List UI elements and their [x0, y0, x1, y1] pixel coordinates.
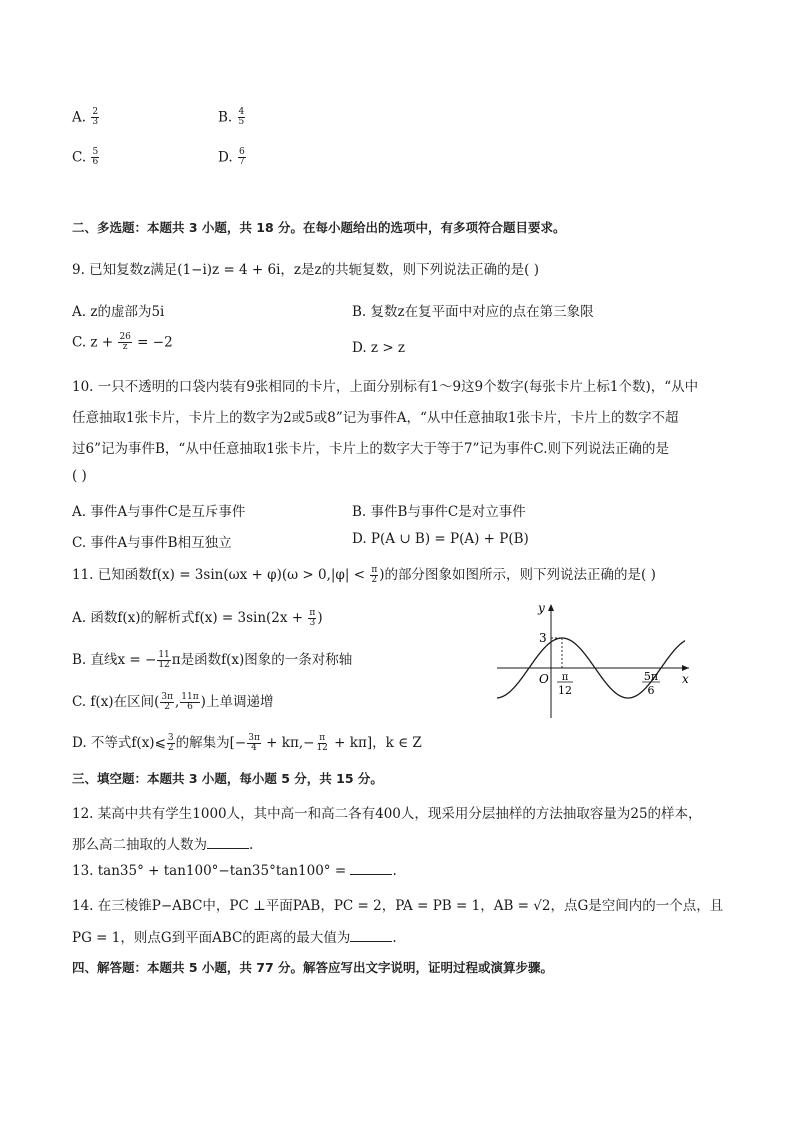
fraction — [238, 148, 246, 168]
numerator: 2 — [92, 107, 99, 117]
question-text: . — [249, 837, 254, 853]
numerator: 3π — [248, 732, 260, 743]
numerator: 11 — [158, 649, 170, 660]
x-axis-label: x — [682, 672, 689, 686]
question-9-option-d: D. z > z — [352, 340, 406, 356]
question-10-line-1: 10. 一只不透明的口袋内装有9张相同的卡片，上面分别标有1～9这9个数字(每张卡片上标1个数)，“从中 — [72, 379, 699, 395]
option-text: , — [175, 694, 180, 710]
x-tick-1-denominator: 12 — [558, 684, 572, 697]
origin-label: O — [539, 672, 549, 686]
numerator: 3π — [161, 691, 173, 702]
fraction — [157, 651, 170, 671]
question-14-line-1: 14. 在三棱锥P−ABC中，PC ⊥平面PAB，PC = 2，PA = PB = 1，AB = √2，点G是空间内的一个点，且 — [72, 898, 724, 914]
question-text: 那么高二抽取的人数为 — [72, 837, 207, 853]
question-12-line-1: 12. 某高中共有学生1000人，其中高一和高二各有400人，现采用分层抽样的方法抽取容量为25的样本， — [72, 806, 702, 822]
question-11-option-c — [72, 690, 273, 712]
numerator: 5 — [92, 147, 99, 157]
fraction — [118, 333, 131, 353]
denominator: 2 — [167, 743, 174, 753]
option-label: D. — [218, 149, 233, 166]
numerator: 3 — [167, 732, 174, 743]
question-10-option-d: D. P(A ∪ B) = P(A) + P(B) — [352, 531, 529, 547]
numerator: π — [309, 607, 316, 618]
stem-text: )的部分图象如图所示，则下列说法正确的是( ) — [379, 567, 656, 583]
question-11-option-b — [72, 648, 352, 670]
question-9-option-b: B. 复数z在复平面中对应的点在第三象限 — [352, 304, 594, 320]
option-text: ) — [317, 610, 323, 626]
fraction — [308, 609, 316, 629]
sine-graph-figure — [493, 598, 699, 720]
fraction — [247, 734, 261, 754]
denominator: 2 — [371, 575, 378, 585]
question-10-option-a: A. 事件A与事件C是互斥事件 — [72, 504, 246, 520]
fraction — [180, 693, 199, 713]
denominator: 2 — [164, 702, 171, 712]
x-tick-2-denominator: 6 — [647, 684, 655, 697]
section-title-fill-in: 三、填空题：本题共 3 小题，每小题 5 分，共 15 分。 — [72, 771, 383, 786]
question-11-stem — [72, 563, 656, 585]
denominator: z — [122, 342, 128, 353]
denominator: 6 — [187, 702, 193, 712]
option-label: A. — [72, 109, 87, 126]
option-text: B. 直线x = − — [72, 652, 157, 668]
question-14-line-2 — [72, 926, 397, 946]
option-label: B. — [218, 109, 233, 126]
question-10-option-b: B. 事件B与事件C是对立事件 — [352, 504, 526, 520]
question-text: PG = 1，则点G到平面ABC的距离的最大值为 — [72, 930, 351, 946]
question-10-option-c: C. 事件A与事件B相互独立 — [72, 535, 232, 551]
answer-blank[interactable] — [350, 863, 392, 875]
y-axis-label: y — [538, 601, 545, 615]
question-text: . — [392, 930, 397, 946]
question-9-option-c — [72, 333, 173, 353]
answer-blank[interactable] — [350, 930, 392, 942]
option-c-prev — [72, 148, 100, 168]
fraction — [91, 108, 99, 128]
question-13 — [72, 863, 397, 879]
option-label: C. — [72, 149, 87, 166]
question-11-option-a — [72, 606, 323, 628]
x-axis-arrow-icon — [682, 665, 689, 671]
option-d-prev — [218, 148, 247, 168]
option-text: = −2 — [132, 334, 173, 351]
y-tick-label: 3 — [539, 631, 547, 645]
question-10-line-3: 过6”记为事件B，“从中任意抽取1张卡片，卡片上的数字大于等于7”记为事件C.则下列说法正确的是 — [72, 441, 670, 457]
question-10-line-4: ( ) — [72, 468, 87, 484]
fraction — [370, 566, 378, 586]
x-tick-1-numerator: π — [561, 672, 569, 683]
denominator: 7 — [238, 157, 245, 168]
numerator: π — [319, 732, 326, 743]
question-12-line-2 — [72, 833, 253, 853]
question-11-option-d — [72, 731, 422, 753]
option-text: D. 不等式f(x)⩽ — [72, 735, 166, 751]
option-text: π是函数f(x)图象的一条对称轴 — [171, 652, 353, 668]
fraction — [315, 734, 328, 754]
numerator: 26 — [119, 332, 131, 342]
denominator: 3 — [309, 618, 316, 628]
option-text: A. 函数f(x)的解析式f(x) = 3sin(2x + — [72, 610, 308, 626]
numerator: 11π — [181, 691, 199, 702]
denominator: 6 — [92, 157, 99, 168]
section-title-solutions: 四、解答题：本题共 5 小题，共 77 分。解答应写出文字说明，证明过程或演算步骤。 — [72, 960, 554, 975]
option-text: C. f(x)在区间( — [72, 694, 160, 710]
denominator: 3 — [92, 117, 99, 128]
fraction — [238, 108, 246, 128]
question-text: . — [392, 863, 397, 879]
option-text: + kπ,− — [261, 735, 315, 751]
section-title-multiple-choice: 二、多选题：本题共 3 小题，共 18 分。在每小题给出的选项中，有多项符合题目要求。 — [72, 220, 566, 235]
answer-blank[interactable] — [207, 837, 249, 849]
question-text: 13. tan35° + tan100°−tan35°tan100° = — [72, 863, 351, 879]
option-text: )上单调递增 — [200, 694, 274, 710]
option-text: 的解集为[− — [175, 735, 247, 751]
numerator: 4 — [238, 107, 245, 117]
denominator: 4 — [251, 743, 257, 753]
numerator: 6 — [238, 147, 245, 157]
question-9-stem: 9. 已知复数z满足(1−i)z = 4 + 6i，z是z的共轭复数，则下列说法正确的是( ) — [72, 262, 539, 278]
fraction — [91, 148, 99, 168]
denominator: 12 — [158, 660, 170, 670]
option-text: + kπ]，k ∈ Z — [329, 735, 422, 751]
y-axis-arrow-icon — [548, 604, 554, 611]
question-9-option-a: A. z的虚部为5i — [72, 304, 165, 320]
x-tick-2-numerator: 5π — [643, 670, 659, 683]
denominator: 12 — [316, 743, 328, 753]
option-a-prev — [72, 108, 100, 128]
numerator: π — [371, 564, 378, 575]
question-10-line-2: 任意抽取1张卡片，卡片上的数字为2或5或8”记为事件A，“从中任意抽取1张卡片，卡片上的数字不超 — [72, 410, 679, 426]
stem-text: 11. 已知函数f(x) = 3sin(ωx + φ)(ω > 0,|φ| < — [72, 567, 370, 583]
fraction — [160, 693, 174, 713]
denominator: 5 — [238, 117, 245, 128]
fraction — [167, 734, 175, 754]
option-text: C. z + — [72, 334, 118, 351]
option-b-prev — [218, 108, 246, 128]
